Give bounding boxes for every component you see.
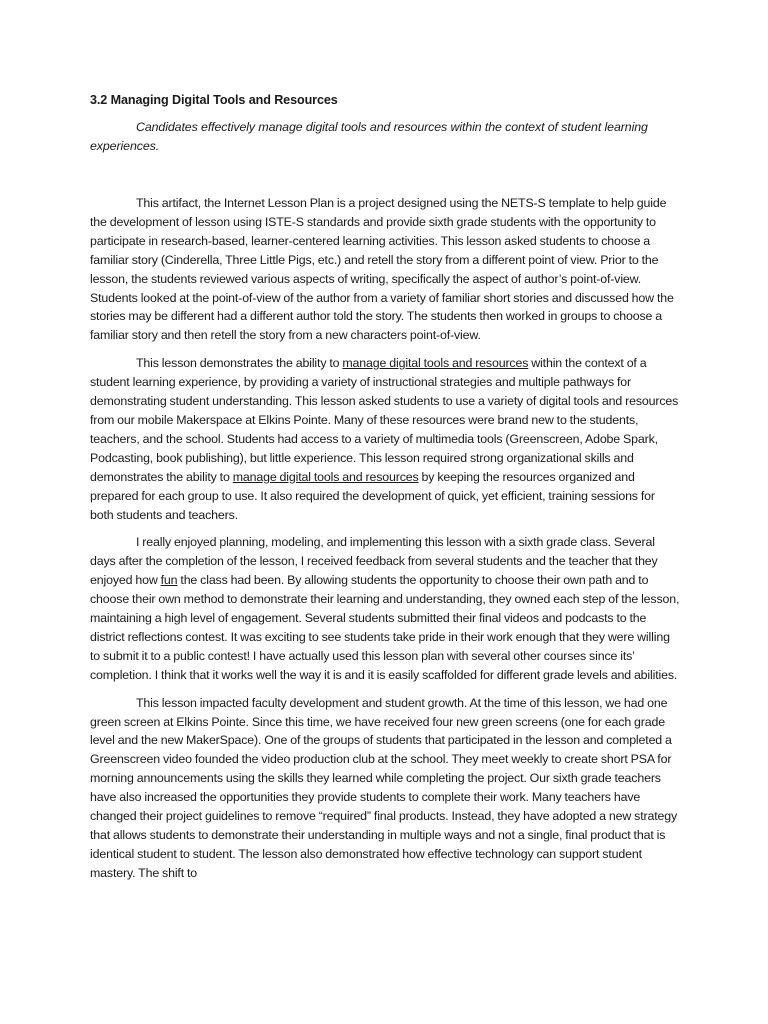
paragraph-reflection — [90, 533, 680, 684]
paragraph-manage-tools — [90, 354, 680, 524]
paragraph-manage-tools-text-b: within the context of a student learning experience, by providing a variety of instructional strategies and multiple pathways for demonstrating student understanding. This lesson asked students to use a variety of digital tools and resources from our mobile Makerspace at Elkins Pointe. Many of these resources were brand new to the students, teachers, and the school. Students had access to a variety of multimedia tools (Greenscreen, Adobe Spark, Podcasting, book publishing), but little experience. This lesson required strong organizational skills and demonstrates the ability to — [90, 356, 679, 484]
paragraph-artifact — [90, 194, 680, 345]
underlined-phrase-manage-tools-2: manage digital tools and resources — [232, 469, 419, 484]
paragraph-impact — [90, 694, 680, 883]
section-heading: 3.2 Managing Digital Tools and Resources — [90, 93, 338, 107]
paragraph-manage-tools-text-a: This lesson demonstrates the ability to — [136, 356, 343, 371]
paragraph-artifact-text: This artifact, the Internet Lesson Plan is a project designed using the NETS-S template to help guide the development of lesson using ISTE-S standards and provide sixth grade students with the opportunity to participate in research-based, learner-centered learning activities. This lesson asked students to choose a familiar story (Cinderella, Three Little Pigs, etc.) and retell the story from a different point of view. Prior to the lesson, the students reviewed various aspects of writing, specifically the aspect of author’s point-of-view. Students looked at the point-of-view of the author from a variety of familiar short stories and discussed how the stories may be different had a different author told the story. The students then worked in groups to choose a familiar story and then retell the story from a new characters point-of-view. — [90, 196, 674, 343]
paragraph-reflection-text-b: the class had been. By allowing students the opportunity to choose their own path and to choose their own method to demonstrate their learning and understanding, they owned each step of the lesson, maintaining a high level of engagement. Several students submitted their final videos and podcasts to the district reflections contest. It was exciting to see students take pride in their work enough that they were willing to submit it to a public contest! I have actually used this lesson plan with several other courses since its’ completion. I think that it works well the way it is and it is easily scaffolded for different grade levels and abilities. — [90, 573, 680, 682]
paragraph-manage-tools-text-c: by keeping the resources organized and prepared for each group to use. It also required the development of quick, yet efficient, training sessions for both students and teachers. — [90, 469, 655, 522]
document-page — [90, 92, 680, 892]
intro-statement: Candidates effectively manage digital tools and resources within the context of student learning experiences. — [90, 120, 648, 153]
underlined-phrase-manage-tools-1: manage digital tools and resources — [342, 356, 529, 371]
underlined-word-fun: fun — [160, 573, 178, 588]
paragraph-reflection-text-a: I really enjoyed planning, modeling, and implementing this lesson with a sixth grade class. Several days after the completion of the lesson, I received feedback from several students and the teacher that they enjoyed how — [90, 535, 658, 588]
paragraph-impact-text: This lesson impacted faculty development and student growth. At the time of this lesson, we had one green screen at Elkins Pointe. Since this time, we have received four new green screens (one for each grade level and the new MakerSpace). One of the groups of students that participated in the lesson and completed a Greenscreen video founded the video production club at the school. They meet weekly to create short PSA for morning announcements using the skills they learned while completing the project. Our sixth grade teachers have also increased the opportunities they provide students to complete their work. Many teachers have changed their project guidelines to remove “required” final products. Instead, they have adopted a new strategy that allows students to demonstrate their understanding in multiple ways and not a single, final product that is identical student to student. The lesson also demonstrated how effective technology can support student mastery. The shift to — [90, 695, 678, 880]
